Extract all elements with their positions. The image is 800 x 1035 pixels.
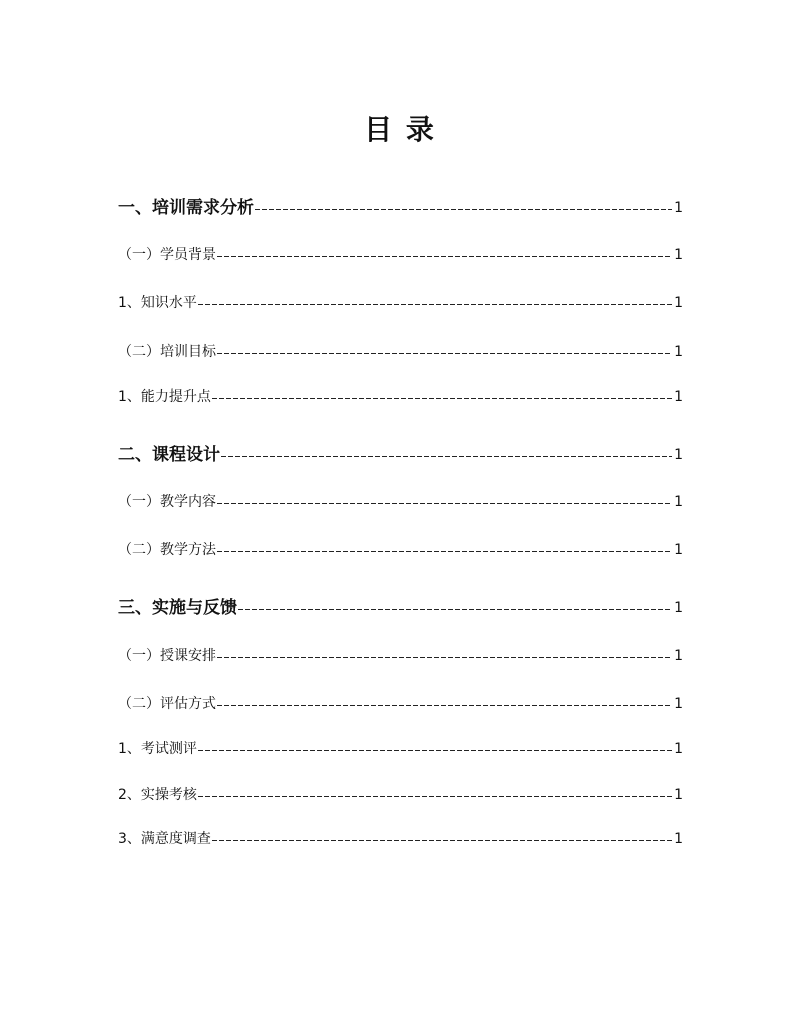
dot-leader	[198, 304, 672, 305]
toc-entry-chapter-3	[118, 596, 683, 620]
toc-page-number: 1	[674, 648, 683, 664]
dot-leader	[212, 840, 672, 841]
toc-entry-label: 三、实施与反馈	[118, 598, 237, 618]
toc-entry-label: （二）教学方法	[118, 542, 216, 558]
toc-entry-section	[118, 243, 683, 267]
toc-entry-label: （一）教学内容	[118, 494, 216, 510]
toc-page-number: 1	[674, 494, 683, 510]
toc-entry-subsection	[118, 783, 683, 807]
toc-entry-section	[118, 490, 683, 514]
dot-leader	[255, 209, 672, 210]
toc-page-number: 1	[674, 831, 683, 847]
toc-page-number: 1	[674, 344, 683, 360]
dot-leader	[212, 398, 672, 399]
dot-leader	[217, 256, 672, 257]
toc-entry-section	[118, 644, 683, 668]
toc-page-number: 1	[674, 787, 683, 803]
dot-leader	[221, 456, 672, 457]
toc-page-number: 1	[674, 247, 683, 263]
toc-page-number: 1	[674, 389, 683, 405]
dot-leader	[217, 551, 672, 552]
toc-entry-label: 3、满意度调查	[118, 831, 211, 847]
toc-entry-label: （二）培训目标	[118, 344, 216, 360]
toc-entry-section	[118, 340, 683, 364]
toc-page-number: 1	[674, 200, 683, 216]
dot-leader	[238, 609, 672, 610]
page-title: 目 录	[364, 113, 436, 146]
toc-entry-chapter-2	[118, 443, 683, 467]
dot-leader	[198, 796, 672, 797]
toc-entry-label: 二、课程设计	[118, 445, 220, 465]
toc-page-number: 1	[674, 295, 683, 311]
toc-entry-label: （二）评估方式	[118, 696, 216, 712]
toc-entry-section	[118, 538, 683, 562]
toc-entry-label: 1、能力提升点	[118, 389, 211, 405]
toc-entry-subsection	[118, 385, 683, 409]
toc-page-number: 1	[674, 600, 683, 616]
dot-leader	[217, 657, 672, 658]
toc-entry-label: 1、知识水平	[118, 295, 197, 311]
toc-entry-label: （一）学员背景	[118, 247, 216, 263]
toc-entry-label: 1、考试测评	[118, 741, 197, 757]
toc-page-number: 1	[674, 741, 683, 757]
toc-page-number: 1	[674, 696, 683, 712]
toc-entry-section	[118, 692, 683, 716]
toc-entry-subsection	[118, 737, 683, 761]
dot-leader	[217, 705, 672, 706]
toc-entry-chapter-1	[118, 196, 683, 220]
toc-entry-subsection	[118, 291, 683, 315]
toc-entry-subsection	[118, 827, 683, 851]
toc-entry-label: （一）授课安排	[118, 648, 216, 664]
toc-entry-label: 一、培训需求分析	[118, 198, 254, 218]
toc-entry-label: 2、实操考核	[118, 787, 197, 803]
dot-leader	[217, 503, 672, 504]
dot-leader	[198, 750, 672, 751]
toc-page-number: 1	[674, 542, 683, 558]
toc-page-number: 1	[674, 447, 683, 463]
dot-leader	[217, 353, 672, 354]
